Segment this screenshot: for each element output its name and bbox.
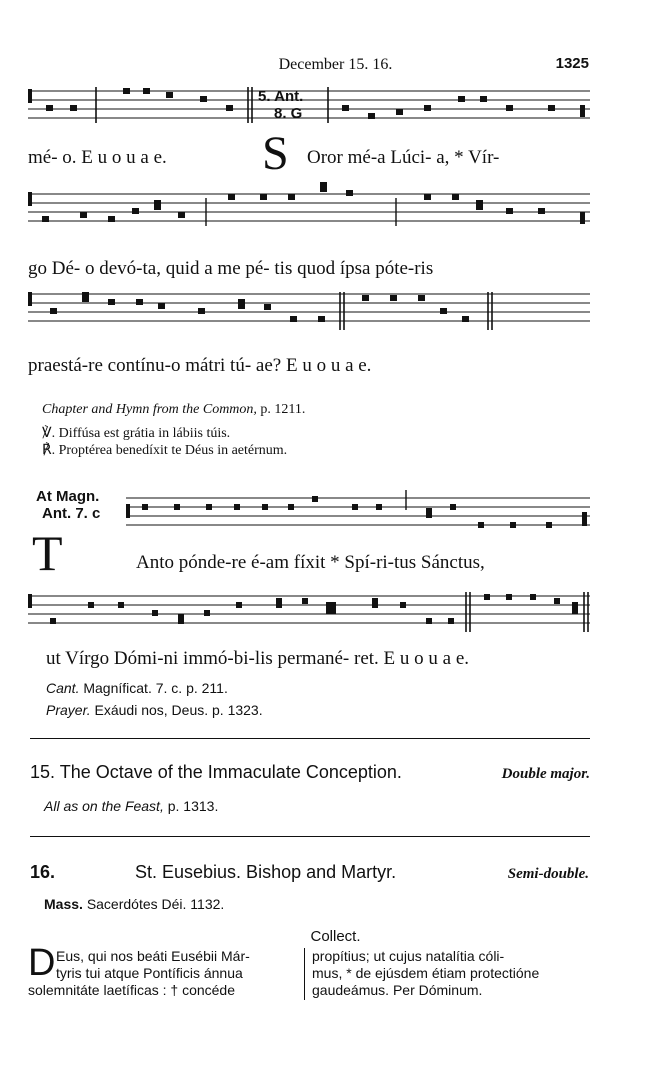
magnificat-label: At Magn. (36, 488, 100, 505)
response-line (42, 442, 287, 459)
canticle-line (46, 680, 228, 696)
chant-staff-5 (28, 588, 590, 636)
mass-text: Sacerdótes Déi. 1132. (86, 896, 225, 912)
collect-left-l3: solemnitáte laetíficas : † concéde (28, 982, 236, 998)
feast-15-heading (30, 762, 402, 783)
lyric-line-1-pre: mé- o. E u o u a e. (28, 147, 167, 168)
collect-left-l1: Eus, qui nos beáti Eusébii Már- (56, 948, 250, 964)
feast-15-note-page: p. 1313. (167, 798, 219, 814)
section-divider-1 (30, 738, 590, 739)
prayer-line (46, 702, 263, 718)
chant-staff-1 (28, 85, 590, 125)
feast-16-title: St. Eusebius. Bishop and Martyr. (135, 862, 397, 882)
feast-15-note-italic: All as on the Feast, (44, 798, 164, 814)
chapter-reference-page: p. 1211. (260, 402, 306, 417)
chant-staff-4 (126, 490, 590, 540)
mass-line (44, 896, 224, 912)
chapter-reference (42, 402, 305, 418)
collect-right-l3: gaudeámus. Per Dóminum. (312, 982, 483, 998)
chant-staff-3 (28, 288, 590, 332)
antiphon-5-mode: 8. G (274, 105, 303, 122)
lyric-line-3: praestá-re contínu-o mátri tú- ae? E u o u a e. (28, 355, 372, 376)
feast-16-rank: Semi-double. (507, 866, 589, 882)
lyric-line-2: go Dé- o devó-ta, quid a me pé- tis quod ípsa póte-ris (28, 258, 434, 279)
versicle-text: Diffúsa est grátia in lábiis túis. (58, 426, 231, 441)
collect-drop-capital-d: D (28, 942, 56, 984)
feast-15-note (44, 798, 218, 814)
magnificat-mode: Ant. 7. c (42, 505, 101, 522)
canticle-label: Cant. (46, 680, 80, 696)
collect-right-l1: propítius; ut cujus natalítia cóli- (312, 948, 505, 964)
collect-right-l2: mus, * de ejúsdem étiam protectióne (312, 965, 540, 981)
feast-15-rank: Double major. (501, 766, 590, 782)
feast-16-number: 16. (30, 862, 56, 882)
page-number: 1325 (555, 55, 589, 72)
prayer-text: Exáudi nos, Deus. p. 1323. (94, 702, 263, 718)
drop-capital-t: T (32, 525, 63, 581)
magnificat-lyric-line-1: Anto pónde-re é-am fíxit * Spí-ri-tus Sánctus, (136, 552, 485, 573)
response-text: Proptérea benedíxit te Déus in aetérnum. (58, 443, 288, 458)
canticle-text: Magníficat. 7. c. p. 211. (83, 680, 228, 696)
versicle-symbol: ℣. (42, 426, 56, 441)
magnificat-lyric-line-2: ut Vírgo Dómi-ni immó-bi-lis permané- ret. E u o u a e. (46, 648, 470, 669)
response-symbol: ℟. (42, 443, 56, 458)
feast-15-number: 15. (30, 762, 56, 782)
lyric-line-1-post: Oror mé-a Lúci- a, * Vír- (307, 147, 500, 168)
mass-label: Mass. (44, 896, 83, 912)
collect-column-rule (304, 948, 305, 1000)
antiphon-5-label: 5. Ant. (258, 88, 304, 105)
section-divider-2 (30, 836, 590, 837)
chapter-reference-italic: Chapter and Hymn from the Common, (42, 402, 257, 417)
versicle-line (42, 425, 230, 442)
feast-15-title: The Octave of the Immaculate Conception. (59, 762, 402, 782)
running-header-title: December 15. 16. (278, 56, 393, 73)
drop-capital-s: S (262, 127, 289, 180)
prayer-label: Prayer. (46, 702, 91, 718)
collect-left-l2: tyris tui atque Pontíficis ánnua (56, 965, 243, 981)
chant-staff-2 (28, 180, 590, 230)
collect-heading: Collect. (310, 928, 361, 945)
